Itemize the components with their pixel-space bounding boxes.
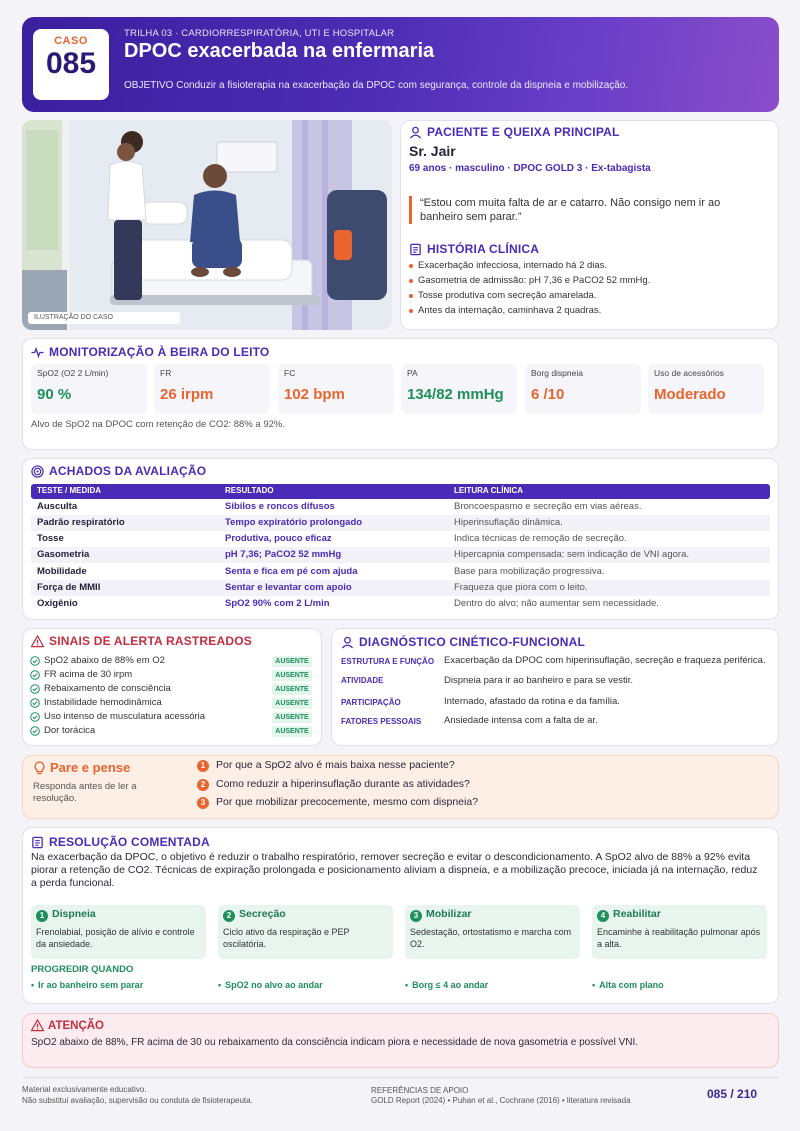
check-circle-icon [30, 726, 40, 736]
monitoring-section-title: MONITORIZAÇÃO À BEIRA DO LEITO [31, 345, 269, 359]
think-title: Pare e pense [33, 760, 130, 775]
list-item: Tosse produtiva com secreção amarelada. [409, 288, 650, 303]
table-row: Oxigênio SpO2 90% com 2 L/min Dentro do alvo; não aumentar sem necessidade. [37, 598, 659, 609]
case-label: CASO [54, 35, 88, 47]
column-header: TESTE / MEDIDA [37, 486, 102, 495]
patient-section-title: PACIENTE E QUEIXA PRINCIPAL [409, 125, 620, 139]
user-icon [409, 126, 422, 139]
diagnosis-key: ATIVIDADE [341, 676, 384, 685]
alert-item: SpO2 abaixo de 88% em O2 AUSENTE [30, 655, 312, 669]
diagnosis-section-title: DIAGNÓSTICO CINÉTICO-FUNCIONAL [341, 635, 585, 649]
patient-meta: 69 anos · masculino · DPOC GOLD 3 · Ex-tabagista [409, 163, 651, 174]
history-list [409, 258, 650, 318]
status-badge: AUSENTE [272, 698, 312, 709]
diagnosis-value: Ansiedade intensa com a falta de ar. [444, 715, 598, 726]
vital-borg: Borg dispneia 6 /10 [525, 364, 641, 414]
list-item: Gasometria de admissão: pH 7,36 e PaCO2 52 mmHg. [409, 273, 650, 288]
history-section-title: HISTÓRIA CLÍNICA [409, 242, 539, 256]
page-title: DPOC exacerbada na enfermaria [124, 40, 435, 62]
column-header: RESULTADO [225, 486, 274, 495]
footer-references: REFERÊNCIAS DE APOIO GOLD Report (2024) • Puhan et al., Cochrane (2016) • literatura revisada [371, 1086, 631, 1105]
footer-divider [22, 1077, 779, 1078]
alerts-section-title: SINAIS DE ALERTA RASTREADOS [31, 634, 252, 648]
diagnosis-value: Exacerbação da DPOC com hiperinsuflação, secreção e fraqueza periférica. [444, 655, 766, 666]
warning-icon [31, 1019, 44, 1032]
check-circle-icon [30, 670, 40, 680]
check-circle-icon [30, 656, 40, 666]
step-card: 4 Reabilitar Encaminhe à reabilitação pulmonar após a alta. [592, 905, 767, 959]
attention-text: SpO2 abaixo de 88%, FR acima de 30 ou rebaixamento da consciência indicam piora e necessidade de nova gasometria e possível VNI. [31, 1037, 639, 1048]
table-row: Ausculta Sibilos e roncos difusos Broncoespasmo e secreção em vias aéreas. [37, 501, 642, 512]
progress-criterion: • Alta com plano [592, 980, 664, 990]
lightbulb-icon [33, 761, 46, 775]
list-item: Exacerbação infecciosa, internado há 2 dias. [409, 258, 650, 273]
status-badge: AUSENTE [272, 656, 312, 667]
diagnosis-key: ESTRUTURA E FUNÇÃO [341, 657, 435, 666]
document-icon [31, 836, 44, 849]
diagnosis-key: PARTICIPAÇÃO [341, 698, 401, 707]
resolution-text: Na exacerbação da DPOC, o objetivo é reduzir o trabalho respiratório, remover secreção e evitar o descondicionamento. A SpO2 alvo de 88% a 92% evita piorar a retenção de CO2. Técnicas de expiração prolongada e posicionamento aliviam a dispneia, e a mobilização precoce, iniciada já na internação, reduz a perda funcional. [31, 851, 758, 889]
column-header: LEITURA CLÍNICA [454, 486, 524, 495]
case-illustration [22, 120, 392, 330]
status-badge: AUSENTE [272, 684, 312, 695]
status-badge: AUSENTE [272, 712, 312, 723]
hospital-scene-illustration [22, 120, 392, 330]
pulse-icon [31, 346, 44, 359]
check-circle-icon [30, 698, 40, 708]
vital-spo2: SpO2 (O2 2 L/min) 90 % [31, 364, 147, 414]
alert-item: Rebaixamento de consciência AUSENTE [30, 683, 312, 697]
step-card: 2 Secreção Ciclo ativo da respiração e PEP oscilatória. [218, 905, 393, 959]
case-number-badge [33, 29, 109, 100]
attention-title: ATENÇÃO [31, 1019, 104, 1032]
check-circle-icon [30, 712, 40, 722]
alert-item: Uso intenso de musculatura acessória AUSENTE [30, 711, 312, 725]
page-number: 085 / 210 [707, 1087, 758, 1101]
monitoring-note: Alvo de SpO2 na DPOC com retenção de CO2: 88% a 92%. [31, 419, 285, 430]
resolution-section-title: RESOLUÇÃO COMENTADA [31, 835, 210, 849]
table-row: Padrão respiratório Tempo expiratório prolongado Hiperinsuflação dinâmica. [31, 515, 770, 531]
progress-criterion: • Ir ao banheiro sem parar [31, 980, 143, 990]
table-row: Tosse Produtiva, pouco eficaz Indica técnicas de remoção de secreção. [37, 533, 627, 544]
vital-fr: FR 26 irpm [154, 364, 270, 414]
findings-table-header [31, 484, 770, 499]
target-icon [31, 465, 44, 478]
patient-name: Sr. Jair [409, 143, 456, 159]
illustration-caption: ILUSTRAÇÃO DO CASO [28, 312, 180, 324]
vital-fc: FC 102 bpm [278, 364, 394, 414]
step-card: 3 Mobilizar Sedestação, ortostatismo e marcha com O2. [405, 905, 580, 959]
table-row: Força de MMII Sentar e levantar com apoio Fraqueza que piora com o leito. [31, 580, 770, 596]
think-subtitle: Responda antes de ler a resolução. [33, 781, 137, 804]
document-icon [409, 243, 422, 256]
diagnosis-value: Internado, afastado da rotina e da família. [444, 696, 620, 707]
footer-disclaimer: Material exclusivamente educativo. Não substitui avaliação, supervisão ou conduta de fisioterapeuta. [22, 1085, 253, 1105]
progress-criterion: • Borg ≤ 4 ao andar [405, 980, 488, 990]
vital-accessory: Uso de acessórios Moderado [648, 364, 764, 414]
progress-title: PROGREDIR QUANDO [31, 964, 134, 975]
trail-label: TRILHA 03 · CARDIORRESPIRATÓRIA, UTI E HOSPITALAR [124, 28, 395, 39]
alert-item: Dor torácica AUSENTE [30, 725, 312, 739]
alert-item: FR acima de 30 irpm AUSENTE [30, 669, 312, 683]
progress-criterion: • SpO2 no alvo ao andar [218, 980, 323, 990]
case-number: 085 [45, 47, 97, 80]
objective-text: OBJETIVO Conduzir a fisioterapia na exacerbação da DPOC com segurança, controle da dispneia e mobilização. [124, 80, 629, 91]
vital-pa: PA 134/82 mmHg [401, 364, 517, 414]
check-circle-icon [30, 684, 40, 694]
table-row: Gasometria pH 7,36; PaCO2 52 mmHg Hipercapnia compensada: sem indicação de VNI agora. [31, 547, 770, 563]
alert-item: Instabilidade hemodinâmica AUSENTE [30, 697, 312, 711]
findings-section-title: ACHADOS DA AVALIAÇÃO [31, 464, 206, 478]
diagnosis-value: Dispneia para ir ao banheiro e para se vestir. [444, 675, 634, 686]
status-badge: AUSENTE [272, 726, 312, 737]
table-row: Mobilidade Senta e fica em pé com ajuda Base para mobilização progressiva. [37, 566, 605, 577]
patient-quote: “Estou com muita falta de ar e catarro. Não consigo nem ir ao banheiro sem parar.” [409, 196, 764, 224]
step-card: 1 Dispneia Frenolabial, posição de alívio e controle da ansiedade. [31, 905, 206, 959]
user-icon [341, 636, 354, 649]
list-item: Antes da internação, caminhava 2 quadras. [409, 303, 650, 318]
status-badge: AUSENTE [272, 670, 312, 681]
diagnosis-key: FATORES PESSOAIS [341, 717, 422, 726]
warning-icon [31, 635, 44, 648]
